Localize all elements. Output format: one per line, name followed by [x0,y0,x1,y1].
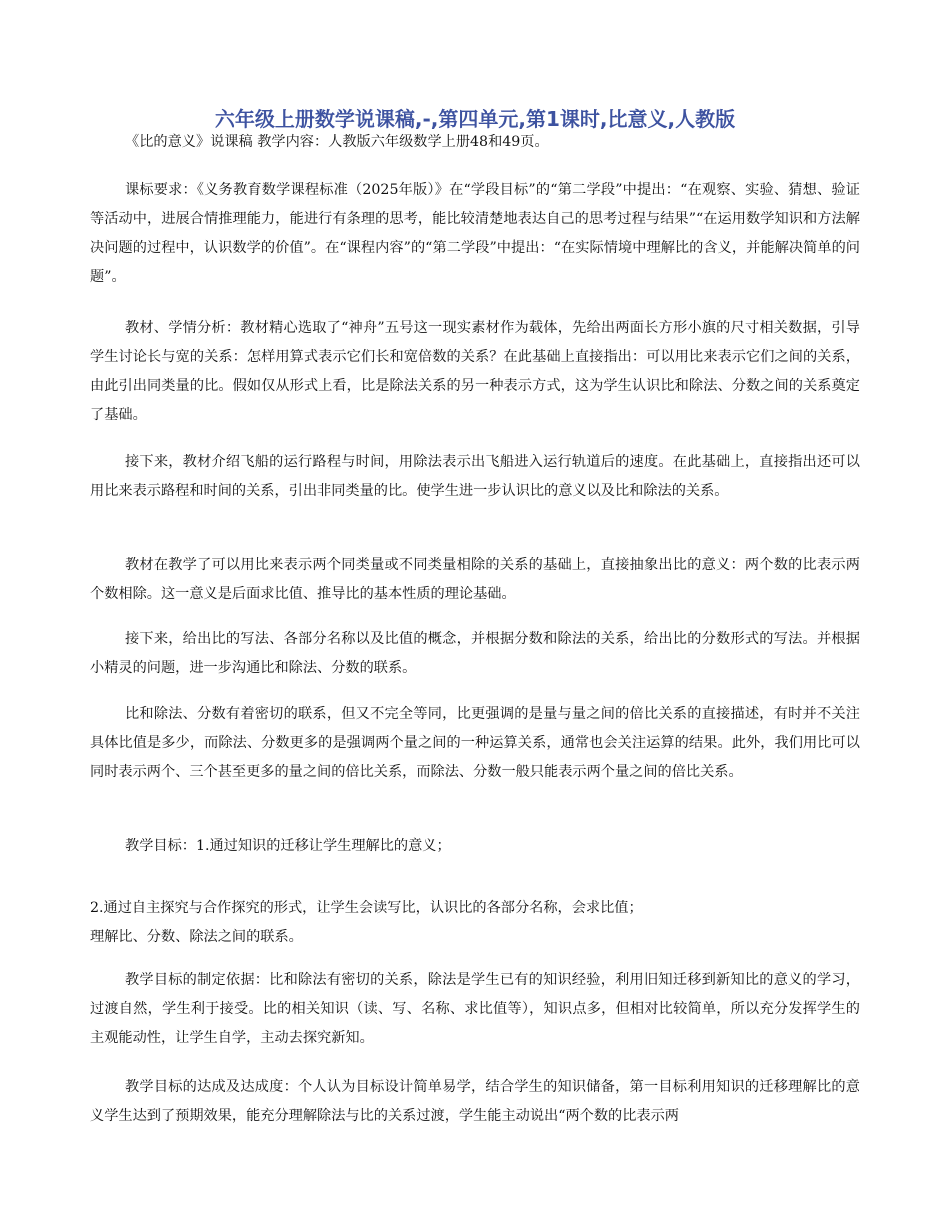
paragraph-ratio-vs-division: 比和除法、分数有着密切的联系，但又不完全等同，比更强调的是量与量之间的倍比关系的直接描述，有时并不关注具体比值是多少，而除法、分数更多的是强调两个量之间的一种运算关系，通常也会关注运算的结果。此外，我们用比可以同时表示两个、三个甚至更多的量之间的倍比关系，而除法、分数一般只能表示两个量之间的倍比关系。 [90,706,860,780]
paragraph-objective-3: 理解比、分数、除法之间的联系。 [90,929,303,945]
document-subtitle: 《比的意义》说课稿 教学内容：人教版六年级数学上册48和49页。 [125,134,549,150]
paragraph-objective-2: 2.通过自主探究与合作探究的形式，让学生会读写比，认识比的各部分名称，会求比值； [90,900,643,916]
paragraph-ratio-meaning: 教材在教学了可以用比来表示两个同类量或不同类量相除的关系的基础上，直接抽象出比的意义：两个数的比表示两个数相除。这一意义是后面求比值、推导比的基本性质的理论基础。 [90,557,860,602]
paragraph-objective-1: 教学目标：1.通过知识的迁移让学生理解比的意义； [125,838,451,854]
paragraph-curriculum: 课标要求：《义务教育数学课程标准（2025年版）》在“学段目标”的“第二学段”中提出：“在观察、实验、猜想、验证等活动中，进展合情推理能力，能进行有条理的思考，能比较清楚地表达自己的思考过程与结果”“在运用数学知识和方法解决问题的过程中，认识数学的价值”。在“课程内容”的“第二学段”中提出：“在实际情境中理解比的含义，并能解决简单的问题”。 [90,182,860,285]
paragraph-objective-achievement: 教学目标的达成及达成度：个人认为目标设计简单易学，结合学生的知识储备，第一目标利用知识的迁移理解比的意义学生达到了预期效果，能充分理解除法与比的关系过渡，学生能主动说出“两个数的比表示两 [90,1079,860,1124]
paragraph-objective-basis: 教学目标的制定依据：比和除法有密切的关系，除法是学生已有的知识经验，利用旧知迁移到新知比的意义的学习，过渡自然，学生利于接受。比的相关知识（读、写、名称、求比值等），知识点多，但相对比较简单，所以充分发挥学生的主观能动性，让学生自学，主动去探究新知。 [90,972,860,1046]
paragraph-textbook-analysis: 教材、学情分析：教材精心选取了“神舟”五号这一现实素材作为载体，先给出两面长方形小旗的尺寸相关数据，引导学生讨论长与宽的关系：怎样用算式表示它们长和宽倍数的关系？在此基础上直接指出：可以用比来表示它们之间的关系，由此引出同类量的比。假如仅从形式上看，比是除法关系的另一种表示方式，这为学生认识比和除法、分数之间的关系奠定了基础。 [90,320,860,423]
document-title: 六年级上册数学说课稿,-,第四单元,第1课时,比意义,人教版 [214,107,736,131]
paragraph-spaceship: 接下来，教材介绍飞船的运行路程与时间，用除法表示出飞船进入运行轨道后的速度。在此基础上，直接指出还可以用比来表示路程和时间的关系，引出非同类量的比。使学生进一步认识比的意义以及比和除法的关系。 [90,454,860,499]
paragraph-ratio-notation: 接下来，给出比的写法、各部分名称以及比值的概念，并根据分数和除法的关系，给出比的分数形式的写法。并根据小精灵的问题，进一步沟通比和除法、分数的联系。 [90,631,860,676]
